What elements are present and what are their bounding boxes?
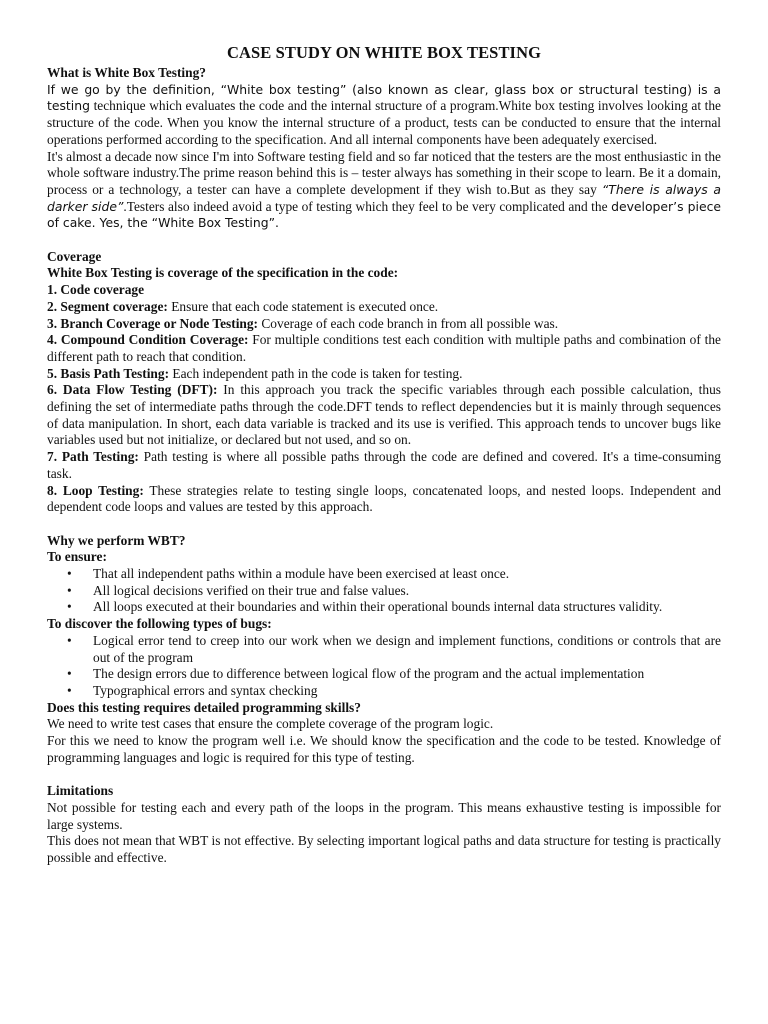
skills-heading: Does this testing requires detailed programming skills? bbox=[47, 699, 361, 715]
coverage-item-label: 7. Path Testing: bbox=[47, 449, 139, 465]
coverage-item-text: Ensure that each code statement is executed once. bbox=[167, 298, 439, 314]
intro-p2-quote: “There is always a darker side” bbox=[47, 181, 721, 214]
list-item: • Logical error tend to creep into our work when we design and implement functions, conditions or controls that are out of the program bbox=[47, 633, 721, 666]
coverage-item bbox=[47, 299, 721, 316]
coverage-item-label: 1. Code coverage bbox=[47, 282, 145, 298]
list-item: • Typographical errors and syntax checking bbox=[47, 683, 721, 700]
coverage-item-label: 2. Segment coverage: bbox=[47, 298, 168, 314]
intro-p2-b: .Testers also indeed avoid a type of testing which they feel to be very complicated and the bbox=[123, 198, 612, 214]
coverage-item bbox=[47, 282, 721, 299]
coverage-item-label: 5. Basis Path Testing: bbox=[47, 365, 170, 381]
coverage-item-text: These strategies relate to testing single loops, concatenated loops, and nested loops. Independent and dependent code loops and values are tested by this approach. bbox=[47, 482, 722, 515]
bugs-heading: To discover the following types of bugs: bbox=[47, 616, 272, 632]
limitations-heading: Limitations bbox=[47, 783, 114, 799]
coverage-heading: Coverage bbox=[47, 248, 102, 264]
list-item: • That all independent paths within a module have been exercised at least once. bbox=[47, 566, 721, 583]
why-heading: Why we perform WBT? bbox=[47, 532, 186, 548]
coverage-item bbox=[47, 382, 721, 449]
coverage-subheading: White Box Testing is coverage of the specification in the code: bbox=[47, 265, 399, 281]
list-item: • All loops executed at their boundaries and within their operational bounds internal data structures validity. bbox=[47, 599, 721, 616]
intro-p2-a: It's almost a decade now since I'm into Software testing field and so far noticed that the testers are the most enthusiastic in the whole software industry.The prime reason behind this is – tester always has something in their scope to learn. Be it a domain, process or a technology, a tester can have a complete development if they wish to.But as they say bbox=[47, 148, 721, 197]
limitations-paragraph-2: This does not mean that WBT is not effective. By selecting important logical paths and data structure for testing is practically possible and effective. bbox=[47, 833, 721, 865]
coverage-item bbox=[47, 316, 721, 333]
coverage-item-text: In this approach you track the specific variables through each possible calculation, thus defining the set of intermediate paths through the code.DFT tends to reflect dependencies but it is mainly through sequences of data manipulation. In short, each data variable is tracked and its use is verified. This approach tends to uncover bugs like variables used but not initialize, or declared but not used, and so on. bbox=[47, 382, 721, 448]
coverage-item-label: 6. Data Flow Testing (DFT): bbox=[47, 382, 218, 398]
coverage-item-text: Coverage of each code branch in from all possible was. bbox=[258, 315, 559, 331]
coverage-item-text: For multiple conditions test each condition with multiple paths and combination of the different path to reach that condition. bbox=[47, 332, 721, 364]
coverage-item-label: 8. Loop Testing: bbox=[47, 482, 144, 498]
skills-paragraph-1: We need to write test cases that ensure the complete coverage of the program logic. bbox=[47, 716, 494, 732]
intro-heading: What is White Box Testing? bbox=[47, 65, 206, 80]
list-item: • The design errors due to difference between logical flow of the program and the actual implementation bbox=[47, 666, 721, 683]
coverage-item-text: Each independent path in the code is taken for testing. bbox=[169, 365, 463, 381]
coverage-item-text: Path testing is where all possible paths through the code are defined and covered. It's a time-consuming task. bbox=[47, 449, 722, 481]
coverage-item bbox=[47, 449, 721, 482]
coverage-item-label: 4. Compound Condition Coverage: bbox=[47, 332, 249, 348]
intro-p2-c: developer’s piece of cake. Yes, the “White Box Testing”. bbox=[47, 198, 722, 231]
intro-p1-sans: If we go by the definition, “White box testing” (also known as clear, glass box or structural testing) is a testing bbox=[47, 81, 721, 114]
list-item: • All logical decisions verified on their true and false values. bbox=[47, 583, 721, 600]
ensure-heading: To ensure: bbox=[47, 549, 107, 565]
intro-paragraph-2 bbox=[47, 149, 721, 233]
limitations-paragraph-1: Not possible for testing each and every path of the loops in the program. This means exhaustive testing is impossible for large systems. bbox=[47, 799, 721, 832]
coverage-item bbox=[47, 332, 721, 365]
document-title: CASE STUDY ON WHITE BOX TESTING bbox=[226, 43, 542, 62]
intro-p1-rest: technique which evaluates the code and the internal structure of a program.White box testing involves looking at the structure of the code. When you know the internal structure of a product, tests can be conducted to ensure that the internal operations performed according to the specification. And all internal components have been adequately exercised. bbox=[47, 98, 721, 147]
ensure-list bbox=[47, 566, 721, 616]
coverage-list bbox=[47, 282, 721, 516]
coverage-item-label: 3. Branch Coverage or Node Testing: bbox=[47, 315, 259, 331]
coverage-item bbox=[47, 483, 721, 516]
document-page bbox=[47, 43, 721, 867]
intro-paragraph-1 bbox=[47, 82, 721, 149]
skills-paragraph-2: For this we need to know the program well i.e. We should know the specification and the code to be tested. Knowledge of programming languages and logic is required for this type of testing. bbox=[47, 733, 721, 765]
coverage-item bbox=[47, 366, 721, 383]
bugs-list bbox=[47, 633, 721, 700]
